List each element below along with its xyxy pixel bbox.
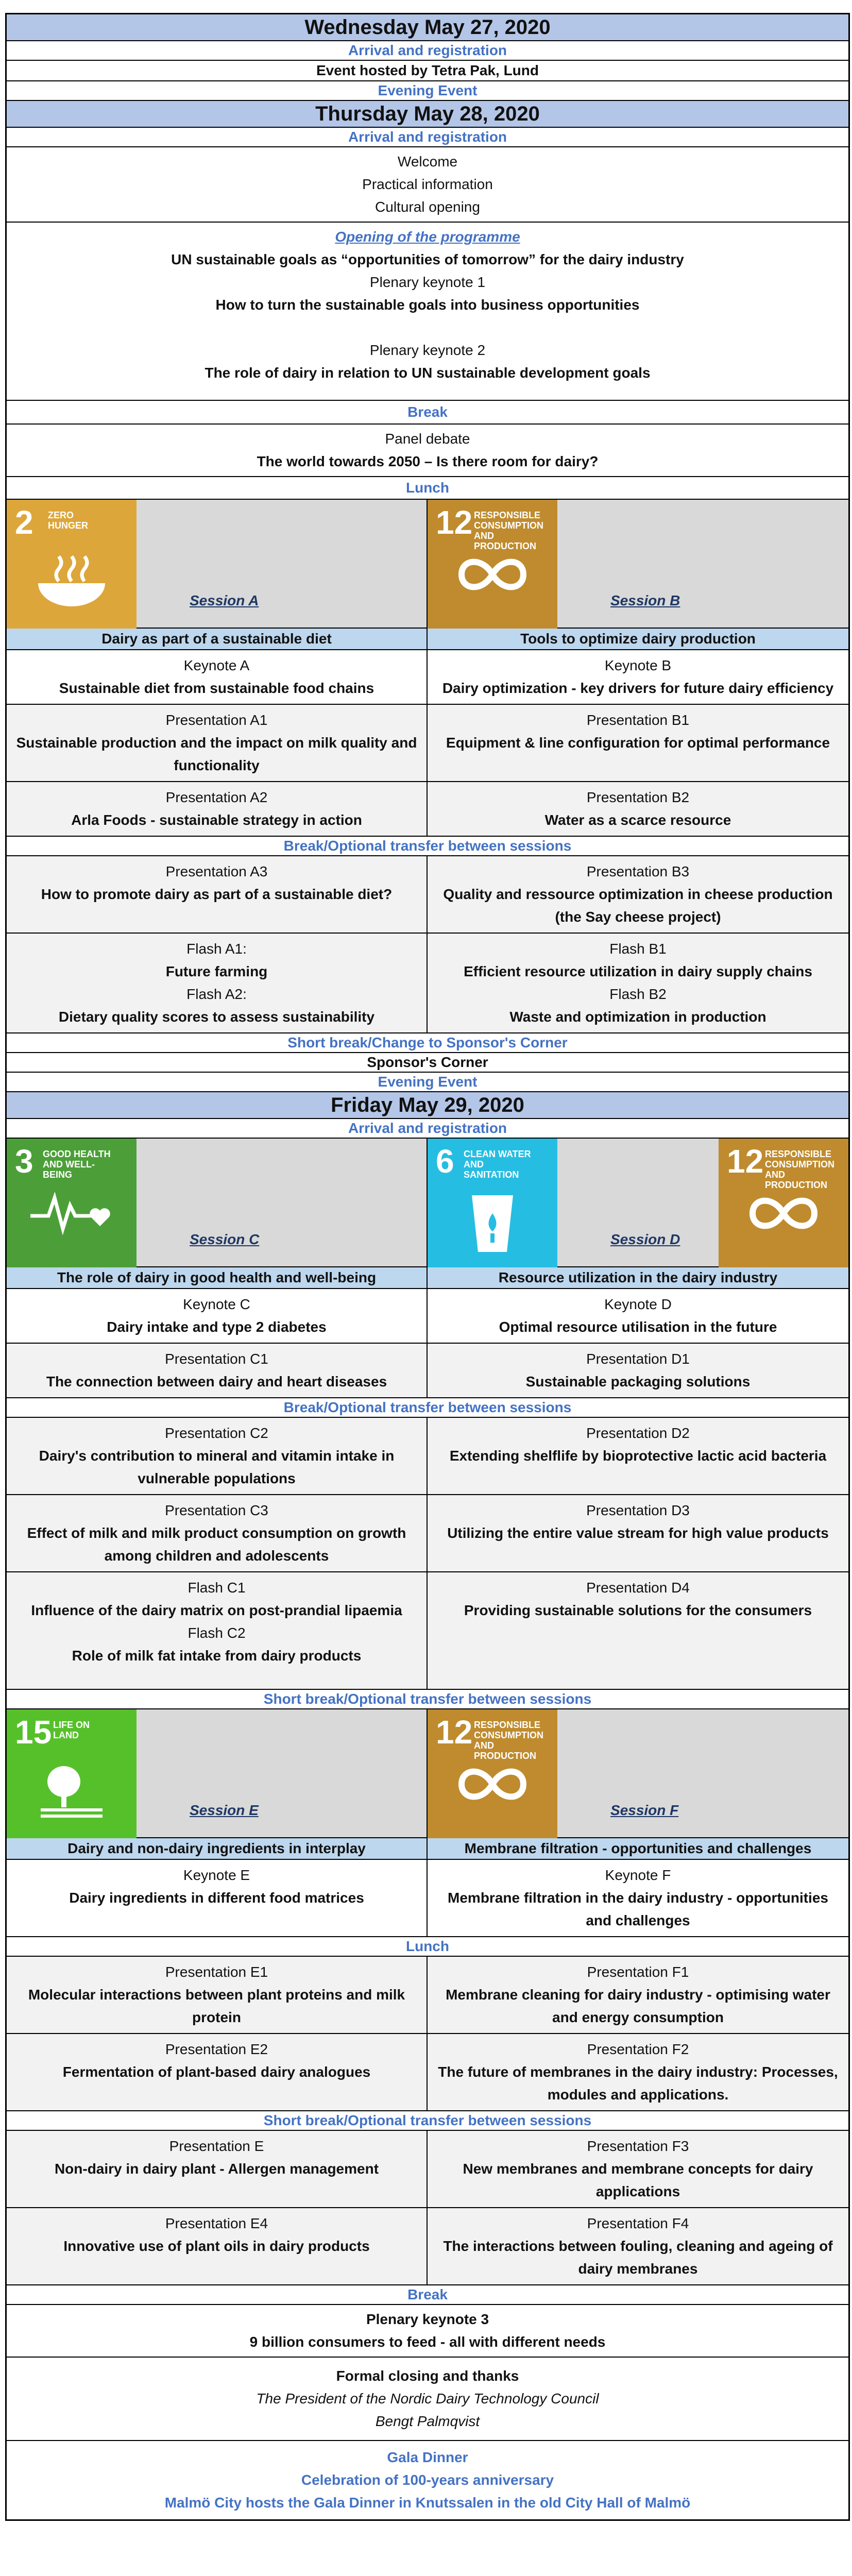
presentation-title: Molecular interactions between plant proteins and milk protein <box>28 1987 405 2025</box>
flash-title: Waste and optimization in production <box>509 1009 766 1025</box>
closing-block <box>7 2358 848 2441</box>
presentation-label: Presentation E4 <box>165 2215 268 2231</box>
panel-block <box>7 425 848 477</box>
presentation-title: Sustainable packaging solutions <box>525 1374 751 1389</box>
presentation-title: Water as a scarce resource <box>544 812 731 828</box>
un-goals-title: UN sustainable goals as “opportunities of tomorrow” for the dairy industry <box>171 251 684 267</box>
presentation-label: Presentation D3 <box>586 1502 690 1518</box>
presentation-title: Membrane cleaning for dairy industry - optimising water and energy consumption <box>446 1987 830 2025</box>
keynote-e-title: Dairy ingredients in different food matrices <box>69 1890 364 1906</box>
malmo-city: Malmö City hosts the Gala Dinner in Knutssalen in the old City Hall of Malmö <box>164 2495 691 2511</box>
short-break-optional-1: Short break/Optional transfer between sessions <box>7 1690 848 1709</box>
presentation-label: Presentation C1 <box>165 1351 268 1367</box>
keynote-ab-row <box>7 650 848 705</box>
evening-event-wed: Evening Event <box>7 81 848 101</box>
presentation-label: Presentation B3 <box>586 863 690 879</box>
presentation-cd1-row <box>7 1344 848 1398</box>
pk2-title: The role of dairy in relation to UN sustainable development goals <box>205 365 651 381</box>
arrival-fri: Arrival and registration <box>7 1119 848 1139</box>
keynote-ef-row <box>7 1860 848 1937</box>
session-c-logo-cell <box>7 1139 428 1266</box>
session-f-label[interactable]: Session F <box>610 1802 679 1818</box>
pk3-title: 9 billion consumers to feed - all with different needs <box>249 2334 606 2350</box>
session-d-logo-cell <box>428 1139 848 1266</box>
presentation-title: The interactions between fouling, cleaning and ageing of dairy membranes <box>443 2238 833 2277</box>
opening-title: Opening of the programme <box>335 229 520 245</box>
flash-label: Flash C2 <box>188 1625 246 1641</box>
welcome-block <box>7 147 848 223</box>
break-optional-thu: Break/Optional transfer between sessions <box>7 837 848 856</box>
flash-title: Efficient resource utilization in dairy supply chains <box>464 963 812 979</box>
anniversary: Celebration of 100-years anniversary <box>301 2472 554 2488</box>
track-headers-ab <box>7 629 848 650</box>
keynote-e-label: Keynote E <box>183 1867 250 1883</box>
sdg-15-life-on-land-icon: 15 LIFE ON LAND <box>7 1709 137 1838</box>
flash-label: Flash B1 <box>609 941 667 957</box>
flash-title: Influence of the dairy matrix on post-prandial lipaemia <box>31 1602 402 1618</box>
presentation-label: Presentation C3 <box>165 1502 268 1518</box>
presentation-title: The future of membranes in the dairy industry: Processes, modules and applications. <box>438 2064 838 2103</box>
presentation-title: The connection between dairy and heart diseases <box>46 1374 387 1389</box>
day-header-friday: Friday May 29, 2020 <box>7 1092 848 1119</box>
session-a-logo-cell <box>7 500 428 628</box>
session-f-logo-cell <box>428 1709 848 1837</box>
keynote-f-title: Membrane filtration in the dairy industry - opportunities and challenges <box>448 1890 828 1928</box>
presentation-cd2-row <box>7 1418 848 1495</box>
presentation-title: Fermentation of plant-based dairy analogues <box>62 2064 371 2080</box>
presentation-title: Equipment & line configuration for optimal performance <box>446 735 830 751</box>
session-d-label[interactable]: Session D <box>610 1231 680 1247</box>
welcome-item: Practical information <box>362 176 493 192</box>
track-b-title: Tools to optimize dairy production <box>520 631 756 647</box>
sdg-12-responsible-consumption-icon: 12 RESPONSIBLE CONSUMPTION AND PRODUCTION <box>719 1139 848 1267</box>
presentation-ef1-row <box>7 1957 848 2034</box>
presentation-title: Quality and ressource optimization in cheese production (the Say cheese project) <box>443 886 833 925</box>
keynote-f-label: Keynote F <box>605 1867 671 1883</box>
plenary-keynote-3 <box>7 2305 848 2358</box>
track-c-title: The role of dairy in good health and well-being <box>7 1267 428 1288</box>
flash-title: Future farming <box>165 963 268 979</box>
flash-label: Flash A2: <box>186 986 247 1002</box>
keynote-b-label: Keynote B <box>604 657 672 673</box>
presentation-label: Presentation F4 <box>587 2215 689 2231</box>
presentation-label: Presentation A2 <box>165 789 268 805</box>
arrival-thu: Arrival and registration <box>7 128 848 147</box>
break-fri: Break <box>7 2285 848 2305</box>
presentation-ab3-row <box>7 856 848 934</box>
track-f-title: Membrane filtration - opportunities and challenges <box>464 1840 812 1856</box>
evening-event-thu: Evening Event <box>7 1073 848 1092</box>
presentation-title: Utilizing the entire value stream for high value products <box>447 1525 829 1541</box>
presentation-title: Sustainable production and the impact on milk quality and functionality <box>16 735 417 773</box>
presentation-title: Non-dairy in dairy plant - Allergen management <box>54 2161 379 2177</box>
presentation-label: Presentation C2 <box>165 1425 268 1441</box>
presentation-title: Arla Foods - sustainable strategy in action <box>71 812 362 828</box>
president-title: The President of the Nordic Dairy Technology Council <box>256 2391 599 2406</box>
presentation-title: Dairy's contribution to mineral and vitamin intake in vulnerable populations <box>39 1448 395 1486</box>
presentation-label: Presentation B2 <box>586 789 690 805</box>
flash-label: Flash C1 <box>188 1580 246 1596</box>
programme-sheet <box>5 13 850 2521</box>
presentation-ef3-row <box>7 2131 848 2208</box>
session-b-label[interactable]: Session B <box>610 592 680 608</box>
presentation-ab1-row <box>7 705 848 782</box>
presentation-label: Presentation F2 <box>587 2041 689 2057</box>
flash-cd-row <box>7 1572 848 1690</box>
track-headers-cd <box>7 1267 848 1289</box>
pk1-title: How to turn the sustainable goals into business opportunities <box>215 297 640 313</box>
welcome-item: Cultural opening <box>375 199 480 215</box>
lunch-fri: Lunch <box>7 1937 848 1957</box>
keynote-b-title: Dairy optimization - key drivers for future dairy efficiency <box>442 680 834 696</box>
track-a-title: Dairy as part of a sustainable diet <box>7 629 428 649</box>
panel-title: The world towards 2050 – Is there room for dairy? <box>257 453 599 469</box>
presentation-label: Presentation D2 <box>586 1425 690 1441</box>
sponsor-corner: Sponsor's Corner <box>7 1053 848 1073</box>
session-cd-logos <box>7 1139 848 1267</box>
keynote-c-label: Keynote C <box>183 1296 250 1312</box>
presentation-label: Presentation B1 <box>586 712 690 728</box>
short-break-sponsor: Short break/Change to Sponsor's Corner <box>7 1033 848 1053</box>
pk1-label: Plenary keynote 1 <box>369 274 486 290</box>
keynote-a-label: Keynote A <box>183 657 250 673</box>
sdg-2-zero-hunger-icon: 2 ZERO HUNGER <box>7 500 137 629</box>
flash-label: Flash A1: <box>186 941 247 957</box>
session-e-logo-cell <box>7 1709 428 1837</box>
track-d-title: Resource utilization in the dairy industry <box>498 1269 778 1285</box>
session-c-label[interactable]: Session C <box>190 1231 260 1247</box>
keynote-c-title: Dairy intake and type 2 diabetes <box>107 1319 327 1335</box>
presentation-cd3-row <box>7 1495 848 1572</box>
presentation-title: Effect of milk and milk product consumption on growth among children and adolescents <box>27 1525 406 1564</box>
session-e-label[interactable]: Session E <box>190 1802 259 1818</box>
presentation-title: Extending shelflife by bioprotective lactic acid bacteria <box>449 1448 827 1464</box>
pk3-label: Plenary keynote 3 <box>366 2311 489 2327</box>
session-ab-logos <box>7 500 848 629</box>
gala-title: Gala Dinner <box>387 2449 468 2465</box>
sdg-12-responsible-consumption-icon: 12 RESPONSIBLE CONSUMPTION AND PRODUCTION <box>428 1709 557 1838</box>
presentation-label: Presentation A3 <box>165 863 268 879</box>
presentation-title: Innovative use of plant oils in dairy products <box>63 2238 370 2254</box>
gala-block <box>7 2441 848 2519</box>
session-ef-logos <box>7 1709 848 1838</box>
keynote-d-label: Keynote D <box>604 1296 672 1312</box>
presentation-title: New membranes and membrane concepts for dairy applications <box>463 2161 813 2199</box>
day-header-thursday: Thursday May 28, 2020 <box>7 101 848 128</box>
keynote-cd-row <box>7 1289 848 1344</box>
presentation-ef4-row <box>7 2208 848 2285</box>
break-thu: Break <box>7 401 848 425</box>
presentation-label: Presentation D4 <box>586 1580 690 1596</box>
lunch-thu: Lunch <box>7 477 848 500</box>
short-break-optional-2: Short break/Optional transfer between sessions <box>7 2111 848 2131</box>
keynote-d-title: Optimal resource utilisation in the future <box>499 1319 777 1335</box>
presentation-label: Presentation E1 <box>165 1964 268 1980</box>
welcome-item: Welcome <box>397 154 458 170</box>
presentation-label: Presentation E2 <box>165 2041 268 2057</box>
track-headers-ef <box>7 1838 848 1860</box>
sdg-12-responsible-consumption-icon: 12 RESPONSIBLE CONSUMPTION AND PRODUCTION <box>428 500 557 629</box>
sdg-3-good-health-icon: 3 GOOD HEALTH AND WELL-BEING <box>7 1139 137 1267</box>
session-a-label[interactable]: Session A <box>190 592 259 608</box>
arrival-wed: Arrival and registration <box>7 41 848 61</box>
closing-title: Formal closing and thanks <box>336 2368 519 2384</box>
panel-label: Panel debate <box>385 431 470 447</box>
day-header-wednesday: Wednesday May 27, 2020 <box>7 14 848 41</box>
presentation-title: How to promote dairy as part of a sustainable diet? <box>41 886 393 902</box>
flash-ab-row <box>7 934 848 1033</box>
keynote-a-title: Sustainable diet from sustainable food chains <box>59 680 374 696</box>
pk2-label: Plenary keynote 2 <box>369 342 486 358</box>
presentation-label: Presentation E <box>169 2138 264 2154</box>
presentation-label: Presentation A1 <box>165 712 268 728</box>
presentation-label: Presentation D1 <box>586 1351 690 1367</box>
president-name: Bengt Palmqvist <box>375 2413 480 2429</box>
presentation-ab2-row <box>7 782 848 837</box>
presentation-label: Presentation F3 <box>587 2138 689 2154</box>
session-b-logo-cell <box>428 500 848 628</box>
track-e-title: Dairy and non-dairy ingredients in interplay <box>7 1838 428 1859</box>
break-optional-fri: Break/Optional transfer between sessions <box>7 1398 848 1418</box>
presentation-title: Providing sustainable solutions for the consumers <box>464 1602 812 1618</box>
flash-title: Role of milk fat intake from dairy products <box>72 1648 362 1664</box>
flash-title: Dietary quality scores to assess sustainability <box>58 1009 375 1025</box>
hosted-by: Event hosted by Tetra Pak, Lund <box>7 61 848 81</box>
sdg-6-clean-water-icon: 6 CLEAN WATER AND SANITATION <box>428 1139 557 1267</box>
presentation-ef2-row <box>7 2034 848 2111</box>
flash-label: Flash B2 <box>609 986 667 1002</box>
presentation-label: Presentation F1 <box>587 1964 689 1980</box>
opening-block <box>7 223 848 401</box>
